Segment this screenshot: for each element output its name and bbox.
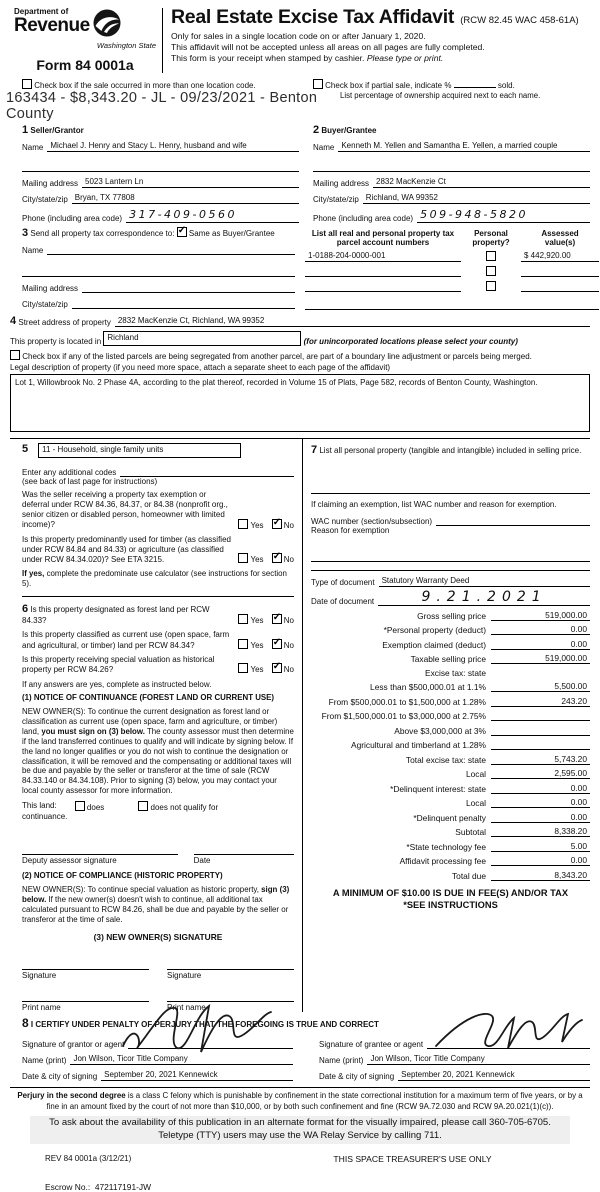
tax-row: Local 0.00 [311,797,590,808]
tax-row: Less than $500,000.01 at 1.1% 5,500.00 [311,681,590,692]
tax-row: Excise tax: state [311,668,590,678]
parcel-personal-checkbox[interactable] [486,281,496,291]
personal-property-deduct-field[interactable]: 0.00 [491,624,590,635]
owner2-signature-label: Signature [167,971,202,981]
footer-rev-row [45,1154,590,1164]
form-header [0,0,600,73]
grantee-signature-block [319,1032,590,1081]
perjury-statement: Perjury in the second degree is a class C felony which is punishable by confinement in the state correctional institution for a maximum term of five years, or by a fine in an amount fixed by the court of not more than $10,000, or by both such confinement and fine (RCW 9A.72.030 and RCW 9A.20.021(1)(c)). [17,1091,583,1111]
s6-q2-no-checkbox[interactable] [272,639,282,649]
certify-statement: 8 I CERTIFY UNDER PENALTY OF PERJURY THAT THE FOREGOING IS TRUE AND CORRECT [22,1016,379,1031]
technology-fee-field[interactable]: 5.00 [491,841,590,852]
additional-codes-field[interactable] [120,466,294,477]
partial-sale-checkbox[interactable] [313,79,323,89]
reason-exemption-field[interactable] [311,551,590,562]
this-land-label: This land: [22,801,57,811]
assessed-value-field[interactable]: $ 442,920.00 [521,251,599,262]
page-title: Real Estate Excise Tax Affidavit [171,6,455,28]
predominate-use-note: If yes, complete the predominate use calculator (see instructions for section 5). [22,569,287,589]
tier2-tax-field[interactable]: 243.20 [491,696,590,707]
wac-number-field[interactable] [436,515,590,526]
parcel-personal-checkbox[interactable] [486,251,496,261]
correspondence-block: 3 Send all property tax correspondence to: ✓ Same as Buyer/Grantee Name Mailing address City/state/zip [10,227,295,310]
land-qualify-row: This land: does does not qualify for [22,801,219,813]
taxable-selling-price-field[interactable]: 519,000.00 [491,653,590,664]
street-address-label: Street address of property [18,317,111,327]
top-check-row [22,79,590,90]
timber-agriculture-question: Is this property predominantly used for timber (as classified under RCW 84.84 and 84.33) or agriculture (as classified under RCW 84.34.020)? See ETA 3215. [22,534,231,565]
tax-row: Total due 8,343.20 [311,870,590,881]
land-does-not-checkbox[interactable] [138,801,148,811]
exemption-claimed-field[interactable]: 0.00 [491,639,590,650]
grantor-signature-block [22,1032,293,1081]
agency-block [14,8,163,73]
additional-codes-note: (see back of last page for instructions) [22,476,158,486]
parcel-personal-checkbox[interactable] [486,266,496,276]
header-instruction-3: This form is your receipt when stamped by cashier. Please type or print. [171,52,444,63]
accessibility-note: To ask about the availability of this publication in an alternate format for the visually impaired, please call 360-705-6705. Teletype (TTY) users may use the WA Relay Service by calling 711. [30,1116,570,1144]
parcel-number-field[interactable] [305,281,461,292]
local-tax-field[interactable]: 2,595.00 [491,768,590,779]
total-excise-state-field[interactable]: 5,743.20 [491,754,590,765]
dept-of-label: Department of [14,7,69,16]
located-in-label: This property is located in [10,336,102,346]
segregated-label: Check box if any of the listed parcels are being segregated from another parcel, are part of a boundary line adjustment or parcels being merged. [22,351,532,361]
agency-name: Revenue [14,15,90,36]
land-does-checkbox[interactable] [75,801,85,811]
ownership-note: List percentage of ownership acquired next to each name. [340,91,541,100]
multi-location-label: Check box if the sale occurred in more than one location code. [34,81,256,90]
assessed-value-field[interactable] [521,266,599,277]
grantor-sig-label: Signature of grantor or agent [22,1040,125,1050]
land-use-code-field[interactable]: 11 - Household, single family units [38,443,241,458]
title-block [163,8,590,73]
forest-land-question: 6 Is this property designated as forest land per RCW 84.33? [22,603,210,626]
owner1-print-name-label: Print name [22,1003,61,1013]
total-due-field[interactable]: 8,343.20 [491,870,590,881]
doc-type-label: Type of document [311,577,375,587]
grantor-date-label: Date & city of signing [22,1072,98,1082]
seller-grantor-block: 1 Seller/Grantor Name Michael J. Henry and Stacy L. Henry, husband and wife Mailing address 5023 Lantern Ln City/state/zip Bryan, TX 77808 Phone (including area code) 317-409-0560 [22,124,299,223]
grantor-print-name-field[interactable]: Jon Wilson, Ticor Title Company [70,1054,293,1065]
form-rev-id: REV 84 0001a (3/12/21) [45,1153,132,1163]
personal-property-label: 7 List all personal property (tangible and intangible) included in selling price. [311,443,582,456]
tier4-tax-field[interactable] [491,725,590,736]
parcel-number-field[interactable]: 1-0188-204-0000-001 [305,251,461,262]
street-address-field[interactable]: 2832 MacKenzie Ct, Richland, WA 99352 [115,316,590,327]
parcel-extra-line[interactable] [305,299,599,310]
seller-city-field[interactable]: Bryan, TX 77808 [72,193,299,204]
deputy-date-field[interactable] [194,843,294,855]
partial-sale-percent-field[interactable] [454,87,496,88]
buyer-heading: Buyer/Grantee [321,126,377,135]
grantee-name-label: Name (print) [319,1056,364,1066]
seller-name2-field[interactable] [22,161,299,172]
middle-band [10,438,590,1013]
processing-fee-field[interactable]: 0.00 [491,855,590,866]
buyer-name-field[interactable]: Kenneth M. Yellen and Samantha E. Yellen, a married couple [338,141,590,152]
tax-row: Taxable selling price 519,000.00 [311,653,590,664]
s5-q2-yes-checkbox[interactable] [238,553,248,563]
s5-q1-no-checkbox[interactable] [272,519,282,529]
parcel-table: List all real and personal property tax parcel account numbers Personal property? Assessed value(s) 1-0188-204-0000-001 $ 442,920.00 [305,227,599,310]
escrow-number: Escrow No.: 472117191-JW [45,1181,151,1192]
gross-selling-price-field[interactable]: 519,000.00 [491,610,590,621]
tax-row: Subtotal 8,338.20 [311,826,590,837]
tier3-tax-field[interactable] [491,710,590,721]
section-divider [22,596,294,597]
tax-row: Gross selling price 519,000.00 [311,610,590,621]
multi-location-checkbox[interactable] [22,79,32,89]
section-divider [311,570,590,571]
current-use-question: Is this property classified as current use (open space, farm and agricultural, or timber) land per RCW 84.34? [22,630,230,650]
notice-compliance-body: NEW OWNER(S): To continue special valuation as historic property, sign (3) below. If the new owner(s) doesn't wish to continue, all additional tax calculated pursuant to RCW 84.26, shall be due and payable by the seller or transferor at the time of sale. [22,884,290,924]
treasurer-stamp-text: 163434 - $8,343.20 - JL - 09/23/2021 - Benton County [6,90,318,122]
additional-codes-label: Enter any additional codes [22,467,117,477]
s5-q2-no-checkbox[interactable] [272,553,282,563]
legal-description-label: Legal description of property (if you need more space, attach a separate sheet to each page of the affidavit) [10,362,391,372]
agricultural-tax-field[interactable] [491,739,590,750]
located-in-field[interactable]: Richland [103,331,301,346]
tax-row: *Personal property (deduct) 0.00 [311,624,590,635]
owner2-print-name-field[interactable] [167,990,294,1002]
tax-row: Affidavit processing fee 0.00 [311,855,590,866]
historical-property-question: Is this property receiving special valuation as historical property per RCW 84.26? [22,654,215,675]
exemption-deferral-question: Was the seller receiving a property tax exemption or deferral under RCW 84.36, 84.37, or 84.38 (nonprofit org., senior citizen or disabled person, homeowner with limited income)? [22,489,228,530]
assessed-value-field[interactable] [521,281,599,292]
s6-q3-no-checkbox[interactable] [272,663,282,673]
seller-heading: Seller/Grantor [30,126,84,135]
tax-row: From $500,000.01 to $1,500,000 at 1.28% 243.20 [311,696,590,707]
buyer-name2-field[interactable] [313,161,590,172]
buyer-mailing-field[interactable]: 2832 MacKenzie Ct [373,177,590,188]
treasurer-use-label: THIS SPACE TREASURER'S USE ONLY [333,1153,492,1164]
subtotal-field[interactable]: 8,338.20 [491,826,590,837]
tax-row: Above $3,000,000 at 3% [311,725,590,736]
left-column: 5 11 - Household, single family units Enter any additional codes (see back of last page for instructions) Was the seller receiving a property tax exemption or deferral under RCW 84.36, 84.37, or 84.38 (nonprofit org., senior citizen or disabled person, homeowner with limited income)? Yes ✓ No Is this property predominantly used for timber (as classified under RCW 84.84 and 84.33) or agriculture (as classified under RCW 84.34.020)? See ETA 3215. Yes ✓ No If yes, complete the predominate use calculator (see instructions for section 5). 6 Is this property designated as forest land per RCW 84.33? Yes ✓ No Is this property classified as current use (open space, farm and agricultural, or timber) land per RCW 84.34? Yes ✓ No Is this property receiving special valuation as historical property per RCW 84.26? Yes ✓ No If any answers are yes, complete as instructed below. (1) NOTICE OF CONTINUANCE (FOREST LAND OR CURRENT USE) NEW OWNER(S): To continue the current designation as forest land or classification as current use (open space, farm and agriculture, or timber) land, you must sign on (3) below. The county assessor must then determine if the land transferred continues to qualify and will indicate by signing below. If the land no longer qualifies or you do not wish to continue the designation or classification, it will be removed and the compensating or additional taxes will be due and payable by the seller or transferor at the time of sale (RCW 84.33.140 or 84.34.108). Prior to signing (3) below, you may contact your local county assessor for more information. This land: does does not qualify for continuance. Deputy assessor signature Date (2) NOTICE OF COMPLIANCE (HISTORIC PROPERTY) NEW OWNER(S): To continue special valuation as historic property, sign (3) below. If the new owner(s) doesn't wish to continue, all additional tax calculated pursuant to RCW 84.26, shall be due and payable by the seller or transferor at the time of sale. (3) NEW OWNER(S) SIGNATURE Signature Signature Print name Print name [10,439,302,1013]
seller-phone-field[interactable]: 317-409-0560 [126,209,299,223]
reason-exemption-label: Reason for exemption [311,525,390,535]
notice-continuance-body: NEW OWNER(S): To continue the current designation as forest land or classification as current use (open space, farm and agriculture, or timber) land, you must sign on (3) below. The county assessor must then determine if the land transferred continues to qualify and will indicate by signing below. If the land no longer qualifies or you do not wish to continue the designation or classification, it will be removed and the compensating or additional taxes will be due and payable by the seller or transferor at the time of sale (RCW 84.33.140 or 84.34.108). Prior to signing (3) below, you may contact your local county assessor for more information. [22,707,294,796]
personal-property-field[interactable] [311,483,590,494]
header-instruction-1: Only for sales in a single location code on or after January 1, 2020. [171,30,426,41]
correspondence-parcels-section [10,227,590,310]
grantee-signature-field[interactable] [427,1038,590,1049]
correspondence-name2-field[interactable] [22,266,295,277]
footer-divider [10,1087,590,1088]
grantee-date-field[interactable]: September 20, 2021 Kennewick [398,1070,590,1081]
parcel-number-field[interactable] [305,266,461,277]
tax-row: Local 2,595.00 [311,768,590,779]
delinquent-penalty-field[interactable]: 0.00 [491,812,590,823]
tax-row: Total excise tax: state 5,743.20 [311,754,590,765]
continuance-label: continuance. [22,812,68,822]
s6-q2-yes-checkbox[interactable] [238,639,248,649]
buyer-phone-field[interactable]: 509-948-5820 [417,209,590,223]
grantor-date-field[interactable]: September 20, 2021 Kennewick [101,1070,293,1081]
partial-sale-suffix: sold. [497,81,515,90]
new-owner-signature-title: (3) NEW OWNER(S) SIGNATURE [93,932,223,943]
parcel-row [305,266,599,277]
stamp-row [6,90,590,122]
dor-logo-icon [92,8,122,40]
doc-date-label: Date of document [311,597,375,607]
wac-number-label: WAC number (section/subsection) [311,516,433,526]
seller-name-field[interactable]: Michael J. Henry and Stacy L. Henry, husband and wife [47,141,299,152]
correspondence-mailing-field[interactable] [82,282,295,293]
deputy-assessor-signature-label: Deputy assessor signature [22,856,117,866]
buyer-city-field[interactable]: Richland, WA 99352 [363,193,590,204]
form-number: Form 84 0001a [36,57,134,73]
title-rcw-ref: (RCW 82.45 WAC 458-61A) [460,15,579,26]
notice-compliance-title: (2) NOTICE OF COMPLIANCE (HISTORIC PROPERTY) [22,871,223,881]
s6-q1-no-checkbox[interactable] [272,614,282,624]
notice-continuance-title: (1) NOTICE OF CONTINUANCE (FOREST LAND OR CURRENT USE) [22,693,275,703]
located-in-note: (for unincorporated locations please select your county) [303,336,518,346]
deputy-assessor-signature-field[interactable] [22,843,178,855]
buyer-grantee-block: 2 Buyer/Grantee Name Kenneth M. Yellen and Samantha E. Yellen, a married couple Mailing address 2832 MacKenzie Ct City/state/zip Richland, WA 99352 Phone (including area code) 509-948-5820 [313,124,590,223]
tax-row: *Delinquent penalty 0.00 [311,812,590,823]
certification-section [22,1016,590,1081]
owner2-signature-field[interactable] [167,958,294,970]
grantor-signature-field[interactable] [128,1038,293,1049]
property-address-section: 4 Street address of property 2832 MacKenzie Ct, Richland, WA 99352 This property is located in Richland (for unincorporated locations please select your county) Check box if any of the listed parcels are being segregated from another parcel, are part of a boundary line adjustment or parcels being merged. Legal description of property (if you need more space, attach a separate sheet to each page of the affidavit) Lot 1, Willowbrook No. 2 Phase 4A, according to the plat thereof, recorded in Volume 15 of Plats, Page 582, records of Benton County, Washington. [10,315,590,432]
exemption-note: If claiming an exemption, list WAC number and reason for exemption. [311,499,557,509]
tax-row: *Delinquent interest: state 0.00 [311,783,590,794]
owner1-print-name-field[interactable] [22,990,149,1002]
s5-q1-yes-checkbox[interactable] [238,519,248,529]
header-instruction-2: This affidavit will not be accepted unless all areas on all pages are fully completed. [171,41,485,52]
tax-row: *State technology fee 5.00 [311,841,590,852]
parcel-row [305,251,599,262]
excise-tax-state-header [491,668,590,678]
if-yes-note: If any answers are yes, complete as instructed below. [22,680,212,690]
delinquent-interest-state-field[interactable]: 0.00 [491,783,590,794]
correspondence-label: Send all property tax correspondence to: [30,228,175,238]
segregated-checkbox[interactable] [10,350,20,360]
doc-date-field[interactable]: 9.21.2021 [378,589,590,606]
owner2-print-name-label: Print name [167,1003,206,1013]
legal-description-field[interactable]: Lot 1, Willowbrook No. 2 Phase 4A, according to the plat thereof, recorded in Volume 15 of Plats, Page 582, records of Benton County, Washington. [10,374,590,432]
wa-state-label: Washington State [96,41,156,50]
grantee-date-label: Date & city of signing [319,1072,395,1082]
correspondence-city-field[interactable] [72,298,295,309]
owner1-signature-label: Signature [22,971,57,981]
doc-type-field[interactable]: Statutory Warranty Deed [379,576,590,587]
tax-row: From $1,500,000.01 to $3,000,000 at 2.75% [311,710,590,721]
s6-q3-yes-checkbox[interactable] [238,663,248,673]
correspondence-name-field[interactable] [47,244,295,255]
tax-row: Agricultural and timberland at 1.28% [311,739,590,750]
same-as-buyer-label: Same as Buyer/Grantee [188,228,275,238]
owner1-signature-field[interactable] [22,958,149,970]
parties-section [22,124,590,223]
tax-row: Exemption claimed (deduct) 0.00 [311,639,590,650]
s6-q1-yes-checkbox[interactable] [238,614,248,624]
same-as-buyer-checkbox[interactable] [177,227,187,237]
grantor-name-label: Name (print) [22,1056,67,1066]
minimum-fee-note: A MINIMUM OF $10.00 IS DUE IN FEE(S) AND/OR TAX [332,887,569,898]
deputy-date-label: Date [193,856,211,866]
parcel-row [305,281,599,292]
see-instructions-note: *SEE INSTRUCTIONS [403,899,498,910]
partial-sale-label: Check box if partial sale, indicate % [325,81,452,90]
delinquent-interest-local-field[interactable]: 0.00 [491,797,590,808]
seller-mailing-field[interactable]: 5023 Lantern Ln [82,177,299,188]
tier1-tax-field[interactable]: 5,500.00 [491,681,590,692]
right-column [302,439,590,1013]
grantee-sig-label: Signature of grantee or agent [319,1040,424,1050]
grantee-print-name-field[interactable]: Jon Wilson, Ticor Title Company [367,1054,590,1065]
